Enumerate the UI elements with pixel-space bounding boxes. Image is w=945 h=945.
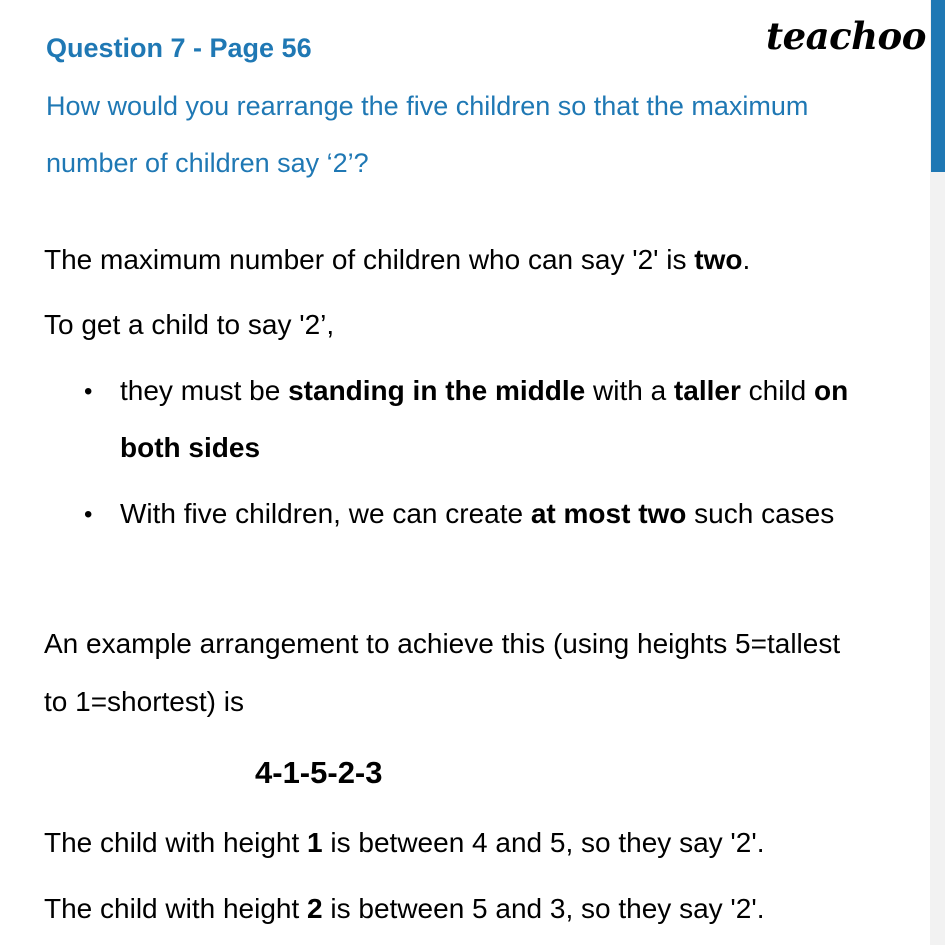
teachoo-logo: teachoo [766,14,926,58]
bullet-2-line [120,498,834,530]
question-line-1: How would you rearrange the five children so that the maximum [46,91,809,121]
bullet-2-bold: at most two [530,498,687,529]
answer-line-1-text: The maximum number of children who can say '2' is [44,244,695,275]
bullet-1-line-1 [120,375,848,407]
explanation-1-text-c: is between 4 and 5, so they say '2'. [322,827,765,858]
bullet-1-marker: • [84,378,93,405]
bullet-1-segment-c: with a [585,375,674,406]
bullet-1-segment-e: child [740,375,815,406]
answer-line-2: To get a child to say '2’, [44,309,335,340]
question-line-2: number of children say ‘2’? [46,148,369,178]
bullet-1-segment-a: they must be [120,375,289,406]
explanation-2-bold: 2 [307,893,323,924]
bullet-1-segment-b: standing in the middle [288,375,586,406]
explanation-1-bold: 1 [307,827,323,858]
bullet-1-segment-f: on [814,375,849,406]
answer-line-1 [44,244,750,276]
bullet-1-segment-d: taller [673,375,741,406]
bullet-1-line-2 [120,432,260,464]
explanation-1-text-a: The child with height [44,827,308,858]
bullet-1-bold-both-sides: both sides [120,432,261,463]
bullet-2-marker: • [84,501,93,528]
example-line-1: An example arrangement to achieve this (using heights 5=tallest [44,628,841,659]
answer-line-1-bold: two [694,244,743,275]
bullet-2-text-a: With five children, we can create [120,498,531,529]
explanation-line-2 [44,893,764,925]
bullet-2-text-c: such cases [686,498,835,529]
arrangement-sequence: 4-1-5-2-3 [255,755,383,790]
example-line-2: to 1=shortest) is [44,686,244,717]
question-title: Question 7 - Page 56 [46,33,312,63]
scrollbar-thumb[interactable] [931,0,945,172]
explanation-2-text-c: is between 5 and 3, so they say '2'. [322,893,765,924]
explanation-2-text-a: The child with height [44,893,308,924]
explanation-line-1 [44,827,764,859]
answer-line-1-end: . [742,244,751,275]
